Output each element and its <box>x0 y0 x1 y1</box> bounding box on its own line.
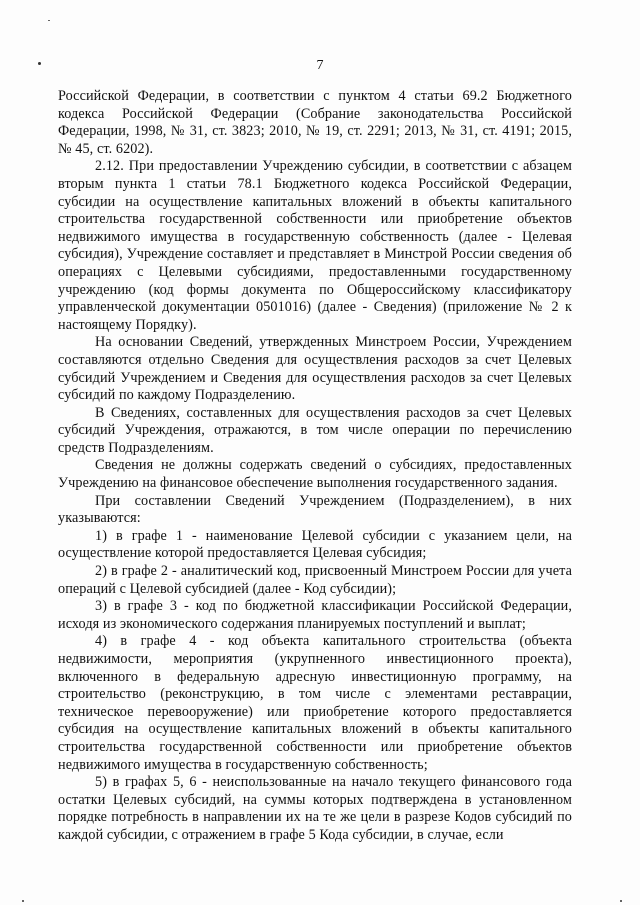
list-item-4: 4) в графе 4 - код объекта капитального строительства (объекта недвижимости, мероприятия (укрупненного инвестиционного проекта), включенного в федеральную адресную инвестиционную программу, на строительство (реконструкцию, в том числе с элементами реставрации, техническое перевооружение) или приобретение которого предоставляется субсидия на осуществление капитальных вложений в объекты капитального строительства государственной собственности или приобретение объектов недвижимого имущества в государственную собственность; <box>58 633 572 773</box>
list-item-1: 1) в графе 1 - наименование Целевой субсидии с указанием цели, на осуществление которой предоставляется Целевая субсидия; <box>58 527 572 562</box>
paragraph-2-12: 2.12. При предоставлении Учреждению субсидии, в соответствии с абзацем вторым пункта 1 статьи 78.1 Бюджетного кодекса Российской Федерации, субсидии на осуществление капитальных вложений в объекты капитального строительства государственной собственности или приобретение объектов недвижимого имущества в государственную собственность (далее - Целевая субсидия), Учреждение составляет и представляет в Минстрой России сведения об операциях с Целевыми субсидиями, предоставленными государственному учреждению (код формы документа по Общероссийскому классификатору управленческой документации 0501016) (далее - Сведения) (приложение № 2 к настоящему Порядку). <box>58 158 572 333</box>
paragraph-list-intro: При составлении Сведений Учреждением (Подразделением), в них указываются: <box>58 492 572 527</box>
document-body <box>58 88 572 845</box>
list-item-2: 2) в графе 2 - аналитический код, присвоенный Минстроем России для учета операций с Целевой субсидией (далее - Код субсидии); <box>58 563 572 597</box>
paragraph-transfers: В Сведениях, составленных для осуществления расходов за счет Целевых субсидий Учреждения, отражаются, в том числе операции по перечислению средств Подразделениям. <box>58 404 572 456</box>
paragraph-continuation: Российской Федерации, в соответствии с пунктом 4 статьи 69.2 Бюджетного кодекса Российской Федерации (Собрание законодательства Российской Федерации, 1998, № 31, ст. 3823; 2010, № 19, ст. 2291; 2013, № 31, ст. 4191; 2015, № 45, ст. 6202). <box>58 88 572 157</box>
scan-speck <box>48 20 50 21</box>
paragraph-exclusion: Сведения не должны содержать сведений о субсидиях, предоставленных Учреждению на финансовое обеспечение выполнения государственного задания. <box>58 457 572 492</box>
scan-speck <box>22 900 24 902</box>
paragraph-approval: На основании Сведений, утвержденных Минстроем России, Учреждением составляются отдельно Сведения для осуществления расходов за счет Целевых субсидий Учреждением и Сведения для осуществления расходов за счет Целевых субсидий по каждому Подразделению. <box>58 334 572 404</box>
scan-speck <box>620 900 622 902</box>
list-item-5: 5) в графах 5, 6 - неиспользованные на начало текущего финансового года остатки Целевых субсидий, на суммы которых подтверждена в установленном порядке потребность в направлении их на те же цели в разрезе Кодов субсидий по каждой субсидии, с отражением в графе 5 Кода субсидии, в случае, если <box>58 774 572 843</box>
page-number: 7 <box>316 58 324 73</box>
list-item-3: 3) в графе 3 - код по бюджетной классификации Российской Федерации, исходя из экономического содержания планируемых поступлений и выплат; <box>58 598 572 632</box>
